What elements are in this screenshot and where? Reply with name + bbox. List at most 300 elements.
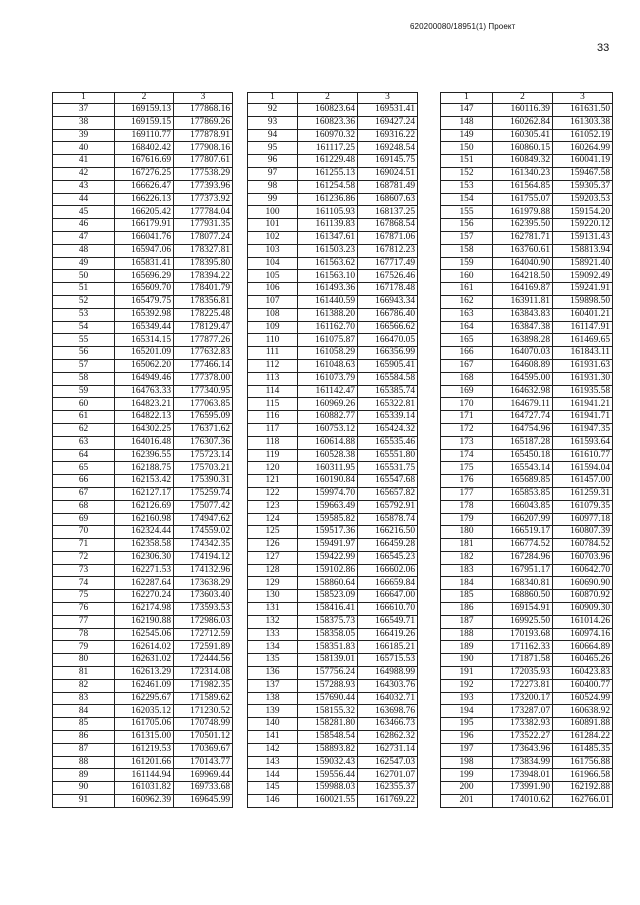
- y-coordinate-cell: 177340.95: [174, 385, 233, 398]
- x-coordinate-cell: 164727.74: [493, 411, 553, 424]
- x-coordinate-cell: 157756.24: [298, 667, 358, 680]
- y-coordinate-cell: 166647.00: [358, 590, 418, 603]
- table-row: [248, 155, 418, 168]
- point-number-cell: 64: [53, 449, 115, 462]
- point-number-cell: 77: [53, 615, 115, 628]
- table-row: [441, 487, 613, 500]
- y-coordinate-cell: 169969.44: [174, 769, 233, 782]
- y-coordinate-cell: 161259.31: [553, 487, 613, 500]
- point-number-cell: 139: [248, 705, 298, 718]
- y-coordinate-cell: 161610.77: [553, 449, 613, 462]
- point-number-cell: 58: [53, 372, 115, 385]
- table-row: [53, 679, 233, 692]
- point-number-cell: 166: [441, 347, 493, 360]
- x-coordinate-cell: 159517.36: [298, 526, 358, 539]
- y-coordinate-cell: 167717.49: [358, 257, 418, 270]
- table-row: [53, 270, 233, 283]
- y-coordinate-cell: 175723.14: [174, 449, 233, 462]
- point-number-cell: 61: [53, 411, 115, 424]
- table-row: [441, 155, 613, 168]
- point-number-cell: 46: [53, 219, 115, 232]
- point-number-cell: 130: [248, 590, 298, 603]
- table-row: [53, 475, 233, 488]
- point-number-cell: 160: [441, 270, 493, 283]
- y-coordinate-cell: 169248.54: [358, 142, 418, 155]
- x-coordinate-cell: 161503.23: [298, 244, 358, 257]
- table-row: [248, 756, 418, 769]
- x-coordinate-cell: 161048.63: [298, 359, 358, 372]
- point-number-cell: 143: [248, 756, 298, 769]
- y-coordinate-cell: 177869.26: [174, 116, 233, 129]
- y-coordinate-cell: 175703.21: [174, 462, 233, 475]
- table-row: [248, 295, 418, 308]
- x-coordinate-cell: 161315.00: [115, 731, 174, 744]
- table-row: [248, 539, 418, 552]
- x-coordinate-cell: 165314.15: [115, 334, 174, 347]
- x-coordinate-cell: 167284.96: [493, 551, 553, 564]
- x-coordinate-cell: 161201.66: [115, 756, 174, 769]
- x-coordinate-cell: 162160.98: [115, 513, 174, 526]
- point-number-cell: 153: [441, 180, 493, 193]
- table-row: [441, 731, 613, 744]
- y-coordinate-cell: 161052.19: [553, 129, 613, 142]
- point-number-cell: 151: [441, 155, 493, 168]
- x-coordinate-cell: 162306.30: [115, 551, 174, 564]
- y-coordinate-cell: 161966.58: [553, 769, 613, 782]
- table-row: [248, 577, 418, 590]
- x-coordinate-cell: 163760.61: [493, 244, 553, 257]
- y-coordinate-cell: 172314.08: [174, 667, 233, 680]
- x-coordinate-cell: 161347.61: [298, 231, 358, 244]
- y-coordinate-cell: 165322.81: [358, 398, 418, 411]
- y-coordinate-cell: 161769.22: [358, 795, 418, 808]
- point-number-cell: 51: [53, 283, 115, 296]
- point-number-cell: 131: [248, 603, 298, 616]
- x-coordinate-cell: 158358.05: [298, 628, 358, 641]
- document-id: 620200080/18951(1) Проект: [410, 22, 516, 31]
- y-coordinate-cell: 177878.91: [174, 129, 233, 142]
- x-coordinate-cell: 164754.96: [493, 423, 553, 436]
- y-coordinate-cell: 159898.50: [553, 295, 613, 308]
- table-row: [441, 462, 613, 475]
- y-coordinate-cell: 174132.96: [174, 564, 233, 577]
- x-coordinate-cell: 158548.54: [298, 731, 358, 744]
- x-coordinate-cell: 165349.44: [115, 321, 174, 334]
- y-coordinate-cell: 169733.68: [174, 782, 233, 795]
- coordinates-table-1: [52, 92, 233, 808]
- y-coordinate-cell: 160909.30: [553, 603, 613, 616]
- x-coordinate-cell: 161563.10: [298, 270, 358, 283]
- point-number-cell: 56: [53, 347, 115, 360]
- x-coordinate-cell: 164595.00: [493, 372, 553, 385]
- y-coordinate-cell: 160423.83: [553, 667, 613, 680]
- x-coordinate-cell: 162188.75: [115, 462, 174, 475]
- x-coordinate-cell: 161229.48: [298, 155, 358, 168]
- point-number-cell: 94: [248, 129, 298, 142]
- point-number-cell: 200: [441, 782, 493, 795]
- table-row: [248, 347, 418, 360]
- table-row: [53, 782, 233, 795]
- x-coordinate-cell: 161979.88: [493, 206, 553, 219]
- y-coordinate-cell: 170143.77: [174, 756, 233, 769]
- x-coordinate-cell: 161564.85: [493, 180, 553, 193]
- y-coordinate-cell: 160638.92: [553, 705, 613, 718]
- table-row: [53, 603, 233, 616]
- x-coordinate-cell: 162035.12: [115, 705, 174, 718]
- x-coordinate-cell: 166207.99: [493, 513, 553, 526]
- point-number-cell: 78: [53, 628, 115, 641]
- x-coordinate-cell: 164822.13: [115, 411, 174, 424]
- point-number-cell: 82: [53, 679, 115, 692]
- table-row: [248, 142, 418, 155]
- point-number-cell: 45: [53, 206, 115, 219]
- point-number-cell: 140: [248, 718, 298, 731]
- point-number-cell: 126: [248, 539, 298, 552]
- x-coordinate-cell: 159974.70: [298, 487, 358, 500]
- table-row: [248, 603, 418, 616]
- point-number-cell: 84: [53, 705, 115, 718]
- y-coordinate-cell: 161469.65: [553, 334, 613, 347]
- point-number-cell: 92: [248, 104, 298, 117]
- y-coordinate-cell: 175077.42: [174, 500, 233, 513]
- x-coordinate-cell: 159102.86: [298, 564, 358, 577]
- table-row: [441, 539, 613, 552]
- table-row: [248, 500, 418, 513]
- y-coordinate-cell: 161935.58: [553, 385, 613, 398]
- table-row: [53, 283, 233, 296]
- point-number-cell: 103: [248, 244, 298, 257]
- y-coordinate-cell: 160690.90: [553, 577, 613, 590]
- point-number-cell: 109: [248, 321, 298, 334]
- point-number-cell: 63: [53, 436, 115, 449]
- table-row: [441, 705, 613, 718]
- y-coordinate-cell: 166602.06: [358, 564, 418, 577]
- y-coordinate-cell: 161931.30: [553, 372, 613, 385]
- y-coordinate-cell: 177784.04: [174, 206, 233, 219]
- table-row: [53, 551, 233, 564]
- table-row: [441, 679, 613, 692]
- table-row: [248, 372, 418, 385]
- point-number-cell: 62: [53, 423, 115, 436]
- table-row: [248, 641, 418, 654]
- point-number-cell: 65: [53, 462, 115, 475]
- x-coordinate-cell: 165201.09: [115, 347, 174, 360]
- y-coordinate-cell: 170501.12: [174, 731, 233, 744]
- y-coordinate-cell: 161756.88: [553, 756, 613, 769]
- x-coordinate-cell: 167951.17: [493, 564, 553, 577]
- point-number-cell: 66: [53, 475, 115, 488]
- column-header: 2: [493, 93, 553, 104]
- column-header: 2: [298, 93, 358, 104]
- point-number-cell: 154: [441, 193, 493, 206]
- x-coordinate-cell: 164823.21: [115, 398, 174, 411]
- table-row: [53, 705, 233, 718]
- table-row: [441, 615, 613, 628]
- table-row: [441, 513, 613, 526]
- y-coordinate-cell: 166356.99: [358, 347, 418, 360]
- point-number-cell: 148: [441, 116, 493, 129]
- table-row: [53, 667, 233, 680]
- point-number-cell: 136: [248, 667, 298, 680]
- table-row: [441, 449, 613, 462]
- point-number-cell: 189: [441, 641, 493, 654]
- y-coordinate-cell: 161457.00: [553, 475, 613, 488]
- table-row: [248, 423, 418, 436]
- x-coordinate-cell: 165696.29: [115, 270, 174, 283]
- point-number-cell: 155: [441, 206, 493, 219]
- x-coordinate-cell: 162127.17: [115, 487, 174, 500]
- table-row: [53, 295, 233, 308]
- table-row: [53, 564, 233, 577]
- point-number-cell: 181: [441, 539, 493, 552]
- table-row: [53, 590, 233, 603]
- point-number-cell: 157: [441, 231, 493, 244]
- point-number-cell: 119: [248, 449, 298, 462]
- y-coordinate-cell: 161485.35: [553, 743, 613, 756]
- y-coordinate-cell: 160703.96: [553, 551, 613, 564]
- table-row: [53, 769, 233, 782]
- table-row: [248, 257, 418, 270]
- table-row: [441, 551, 613, 564]
- point-number-cell: 142: [248, 743, 298, 756]
- y-coordinate-cell: 166419.26: [358, 628, 418, 641]
- x-coordinate-cell: 160962.39: [115, 795, 174, 808]
- y-coordinate-cell: 177373.92: [174, 193, 233, 206]
- table-row: [441, 219, 613, 232]
- point-number-cell: 198: [441, 756, 493, 769]
- x-coordinate-cell: 160882.77: [298, 411, 358, 424]
- x-coordinate-cell: 163847.38: [493, 321, 553, 334]
- x-coordinate-cell: 162545.06: [115, 628, 174, 641]
- table-row: [441, 206, 613, 219]
- x-coordinate-cell: 161440.59: [298, 295, 358, 308]
- y-coordinate-cell: 161843.11: [553, 347, 613, 360]
- table-row: [248, 385, 418, 398]
- y-coordinate-cell: 170748.99: [174, 718, 233, 731]
- x-coordinate-cell: 171162.33: [493, 641, 553, 654]
- y-coordinate-cell: 165584.58: [358, 372, 418, 385]
- table-row: [248, 206, 418, 219]
- point-number-cell: 188: [441, 628, 493, 641]
- x-coordinate-cell: 160262.84: [493, 116, 553, 129]
- table-row: [441, 270, 613, 283]
- point-number-cell: 73: [53, 564, 115, 577]
- point-number-cell: 98: [248, 180, 298, 193]
- y-coordinate-cell: 177877.26: [174, 334, 233, 347]
- table-row: [441, 692, 613, 705]
- point-number-cell: 177: [441, 487, 493, 500]
- point-number-cell: 185: [441, 590, 493, 603]
- x-coordinate-cell: 165609.70: [115, 283, 174, 296]
- x-coordinate-cell: 164632.98: [493, 385, 553, 398]
- point-number-cell: 97: [248, 167, 298, 180]
- y-coordinate-cell: 159305.37: [553, 180, 613, 193]
- point-number-cell: 135: [248, 654, 298, 667]
- table-row: [441, 142, 613, 155]
- x-coordinate-cell: 164302.25: [115, 423, 174, 436]
- table-row: [441, 500, 613, 513]
- table-row: [441, 308, 613, 321]
- table-row: [441, 756, 613, 769]
- point-number-cell: 194: [441, 705, 493, 718]
- table-row: [248, 270, 418, 283]
- table-row: [53, 193, 233, 206]
- point-number-cell: 104: [248, 257, 298, 270]
- y-coordinate-cell: 172591.89: [174, 641, 233, 654]
- table-row: [441, 795, 613, 808]
- x-coordinate-cell: 164016.48: [115, 436, 174, 449]
- y-coordinate-cell: 161147.91: [553, 321, 613, 334]
- table-row: [441, 334, 613, 347]
- x-coordinate-cell: 164763.33: [115, 385, 174, 398]
- x-coordinate-cell: 158281.80: [298, 718, 358, 731]
- x-coordinate-cell: 165947.06: [115, 244, 174, 257]
- x-coordinate-cell: 159556.44: [298, 769, 358, 782]
- table-row: [53, 731, 233, 744]
- y-coordinate-cell: 162766.01: [553, 795, 613, 808]
- point-number-cell: 150: [441, 142, 493, 155]
- x-coordinate-cell: 161075.87: [298, 334, 358, 347]
- y-coordinate-cell: 178394.22: [174, 270, 233, 283]
- point-number-cell: 75: [53, 590, 115, 603]
- y-coordinate-cell: 161941.71: [553, 411, 613, 424]
- point-number-cell: 91: [53, 795, 115, 808]
- x-coordinate-cell: 162271.53: [115, 564, 174, 577]
- table-row: [441, 385, 613, 398]
- x-coordinate-cell: 165831.41: [115, 257, 174, 270]
- point-number-cell: 195: [441, 718, 493, 731]
- point-number-cell: 111: [248, 347, 298, 360]
- point-number-cell: 39: [53, 129, 115, 142]
- point-number-cell: 172: [441, 423, 493, 436]
- table-row: [248, 436, 418, 449]
- y-coordinate-cell: 171230.52: [174, 705, 233, 718]
- y-coordinate-cell: 161947.35: [553, 423, 613, 436]
- point-number-cell: 199: [441, 769, 493, 782]
- table-row: [248, 513, 418, 526]
- x-coordinate-cell: 169154.91: [493, 603, 553, 616]
- table-row: [248, 551, 418, 564]
- header-row: [248, 93, 418, 104]
- point-number-cell: 121: [248, 475, 298, 488]
- x-coordinate-cell: 161755.07: [493, 193, 553, 206]
- x-coordinate-cell: 166774.52: [493, 539, 553, 552]
- point-number-cell: 41: [53, 155, 115, 168]
- table-row: [248, 193, 418, 206]
- x-coordinate-cell: 162614.02: [115, 641, 174, 654]
- x-coordinate-cell: 160860.15: [493, 142, 553, 155]
- table-row: [248, 359, 418, 372]
- y-coordinate-cell: 171589.62: [174, 692, 233, 705]
- point-number-cell: 190: [441, 654, 493, 667]
- y-coordinate-cell: 164988.99: [358, 667, 418, 680]
- x-coordinate-cell: 161340.23: [493, 167, 553, 180]
- table-row: [53, 385, 233, 398]
- x-coordinate-cell: 164040.90: [493, 257, 553, 270]
- x-coordinate-cell: 158155.32: [298, 705, 358, 718]
- page-number: 33: [597, 42, 610, 54]
- y-coordinate-cell: 166470.05: [358, 334, 418, 347]
- y-coordinate-cell: 177632.83: [174, 347, 233, 360]
- point-number-cell: 49: [53, 257, 115, 270]
- y-coordinate-cell: 177393.96: [174, 180, 233, 193]
- y-coordinate-cell: 165547.68: [358, 475, 418, 488]
- point-number-cell: 165: [441, 334, 493, 347]
- x-coordinate-cell: 170193.68: [493, 628, 553, 641]
- table-row: [248, 487, 418, 500]
- point-number-cell: 138: [248, 692, 298, 705]
- point-number-cell: 125: [248, 526, 298, 539]
- point-number-cell: 43: [53, 180, 115, 193]
- point-number-cell: 47: [53, 231, 115, 244]
- point-number-cell: 158: [441, 244, 493, 257]
- y-coordinate-cell: 174559.02: [174, 526, 233, 539]
- table-row: [248, 116, 418, 129]
- table-row: [441, 116, 613, 129]
- point-number-cell: 70: [53, 526, 115, 539]
- y-coordinate-cell: 178129.47: [174, 321, 233, 334]
- table-row: [441, 283, 613, 296]
- y-coordinate-cell: 161631.50: [553, 104, 613, 117]
- table-row: [441, 654, 613, 667]
- point-number-cell: 129: [248, 577, 298, 590]
- point-number-cell: 164: [441, 321, 493, 334]
- table-row: [53, 167, 233, 180]
- y-coordinate-cell: 178401.79: [174, 283, 233, 296]
- point-number-cell: 176: [441, 475, 493, 488]
- table-row: [53, 257, 233, 270]
- y-coordinate-cell: 160664.89: [553, 641, 613, 654]
- table-row: [441, 257, 613, 270]
- x-coordinate-cell: 166179.91: [115, 219, 174, 232]
- point-number-cell: 167: [441, 359, 493, 372]
- y-coordinate-cell: 175259.74: [174, 487, 233, 500]
- point-number-cell: 145: [248, 782, 298, 795]
- y-coordinate-cell: 165535.46: [358, 436, 418, 449]
- table-row: [248, 692, 418, 705]
- x-coordinate-cell: 162396.55: [115, 449, 174, 462]
- point-number-cell: 72: [53, 551, 115, 564]
- y-coordinate-cell: 171982.35: [174, 679, 233, 692]
- point-number-cell: 76: [53, 603, 115, 616]
- table-row: [53, 347, 233, 360]
- x-coordinate-cell: 157288.93: [298, 679, 358, 692]
- y-coordinate-cell: 173603.40: [174, 590, 233, 603]
- point-number-cell: 80: [53, 654, 115, 667]
- x-coordinate-cell: 164070.03: [493, 347, 553, 360]
- x-coordinate-cell: 174010.62: [493, 795, 553, 808]
- point-number-cell: 191: [441, 667, 493, 680]
- table-row: [248, 411, 418, 424]
- table-row: [248, 679, 418, 692]
- table-row: [248, 654, 418, 667]
- x-coordinate-cell: 167616.69: [115, 155, 174, 168]
- x-coordinate-cell: 161073.79: [298, 372, 358, 385]
- point-number-cell: 174: [441, 449, 493, 462]
- x-coordinate-cell: 161388.20: [298, 308, 358, 321]
- point-number-cell: 38: [53, 116, 115, 129]
- point-number-cell: 161: [441, 283, 493, 296]
- point-number-cell: 85: [53, 718, 115, 731]
- column-header: 1: [441, 93, 493, 104]
- y-coordinate-cell: 165657.82: [358, 487, 418, 500]
- point-number-cell: 54: [53, 321, 115, 334]
- table-row: [53, 539, 233, 552]
- table-row: [248, 398, 418, 411]
- y-coordinate-cell: 177931.35: [174, 219, 233, 232]
- x-coordinate-cell: 162324.44: [115, 526, 174, 539]
- y-coordinate-cell: 173638.29: [174, 577, 233, 590]
